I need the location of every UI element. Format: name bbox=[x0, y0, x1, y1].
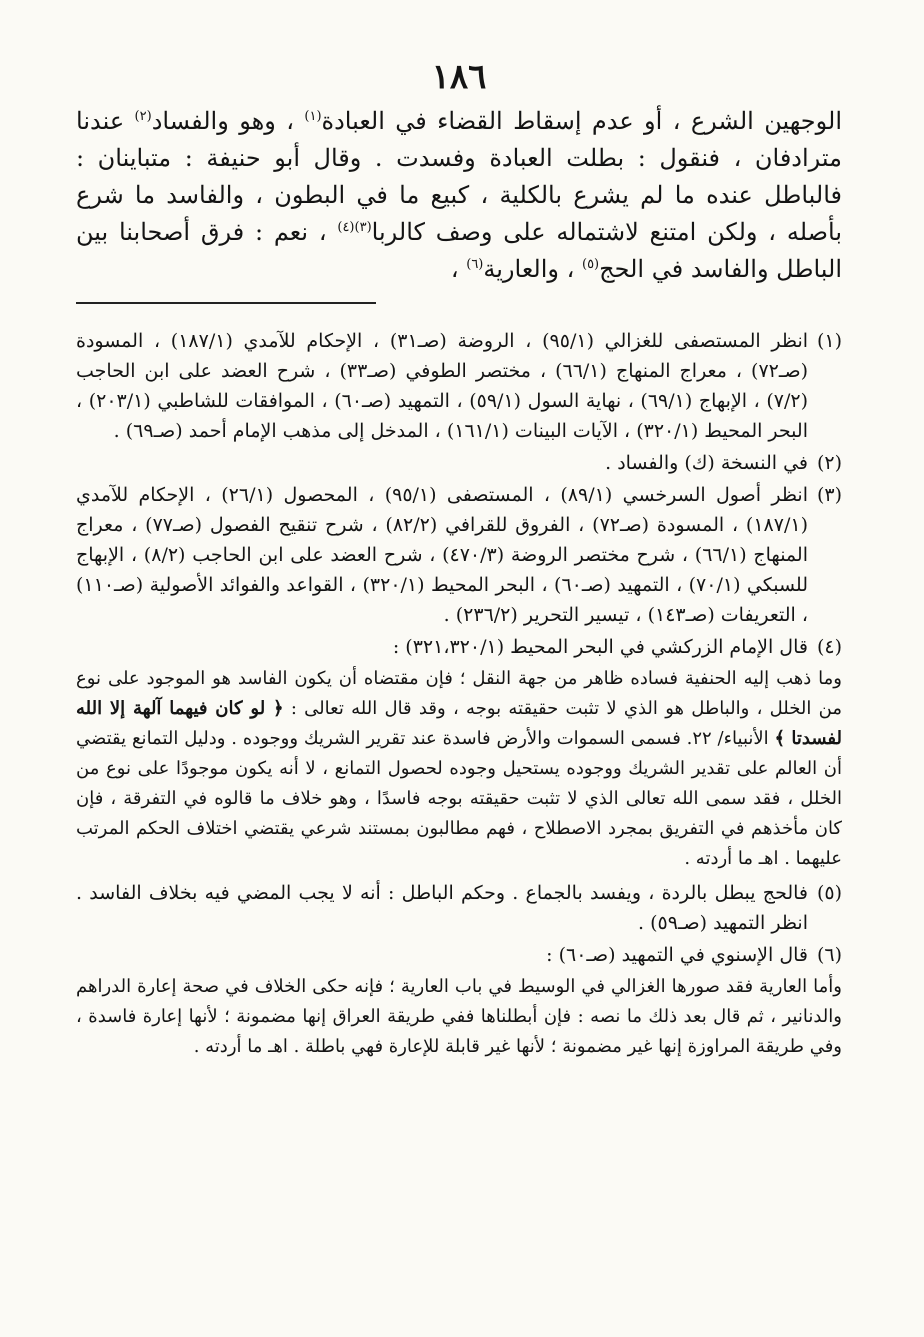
footnote-separator bbox=[76, 302, 376, 304]
main-text-segment: ، وهو والفساد bbox=[151, 107, 305, 135]
footnote-number: (٤) bbox=[816, 636, 842, 658]
main-text-segment: ، bbox=[450, 255, 467, 283]
footnote-1 bbox=[76, 326, 842, 446]
footnote-3 bbox=[76, 480, 842, 630]
footnote-marker: (٢) bbox=[134, 109, 152, 124]
footnote-number: (٦) bbox=[816, 944, 842, 966]
main-text bbox=[76, 103, 842, 288]
footnote-number: (٢) bbox=[816, 452, 842, 474]
footnote-number: (٣) bbox=[816, 484, 842, 506]
footnote-text: فالحج يبطل بالردة ، ويفسد بالجماع . وحكم الباطل : أنه لا يجب المضي فيه بخلاف الفاسد . انظر التمهيد (صـ٥٩) . bbox=[76, 882, 808, 934]
footnotes bbox=[76, 326, 842, 1062]
footnote-marker: (١) bbox=[304, 109, 322, 124]
footnote-2 bbox=[76, 448, 842, 478]
footnote-4-quote bbox=[76, 664, 842, 874]
main-text-segment: ، والعارية bbox=[483, 255, 582, 283]
footnote-text: انظر أصول السرخسي (٨٩/١) ، المستصفى (٩٥/١) ، المحصول (٢٦/١) ، الإحكام للآمدي (١٨٧/١) ، المسودة (صـ٧٢) ، الفروق للقرافي (٨٢/٢) ، شرح تنقيح الفصول (صـ٧٧) ، معراج المنهاج (٦٦/١) ، شرح مختصر الروضة (٤٧٠/٣) ، شرح العضد على ابن الحاجب (٨/٢) ، الإبهاج للسبكي (٧٠/١) ، التمهيد (صـ٦٠) ، البحر المحيط (٣٢٠/١) ، القواعد والفوائد الأصولية (صـ١١٠) ، التعريفات (صـ١٤٣) ، تيسير التحرير (٢٣٦/٢) . bbox=[76, 484, 809, 626]
page-number: ١٨٦ bbox=[431, 57, 487, 97]
footnote-4 bbox=[76, 632, 842, 662]
footnote-5 bbox=[76, 878, 842, 938]
quote-text: الأنبياء/ ٢٢. فسمى السموات والأرض فاسدة عند تقرير الشريك ووجوده . ودليل التمانع يقتضي أن العالم على تقدير الشريك ووجوده يستحيل وجوده لحصول التمانع ، لا أنه يكون موجودًا على نوع من الخلل ، فقد سمى الله تعالى الذي لا تثبت حقيقته بوجه فاسدًا ، وهو خلاف ما قالوه في التفرقة ، فإن كان مأخذهم في التفريق بمجرد الاصطلاح ، فهم مطالبون بمستند شرعي يقتضي اختلاف الحكم المرتب عليهما . اهـ ما أردته . bbox=[76, 728, 842, 869]
footnote-marker: (٣)(٤) bbox=[337, 220, 372, 235]
footnote-text: في النسخة (ك) والفساد . bbox=[605, 452, 808, 474]
footnote-6 bbox=[76, 940, 842, 970]
footnote-marker: (٦) bbox=[466, 257, 484, 272]
footnote-text: قال الإسنوي في التمهيد (صـ٦٠) : bbox=[546, 944, 808, 966]
quote-text: وما ذهب إليه الحنفية فساده ظاهر من جهة النقل ؛ فإن مقتضاه أن يكون الفاسد هو الموجود على نوع من الخلل ، والباطل هو الذي لا تثبت حقيقته بوجه ، وقد قال الله تعالى : bbox=[76, 668, 842, 719]
footnote-text: انظر المستصفى للغزالي (٩٥/١) ، الروضة (صـ٣١) ، الإحكام للآمدي (١٨٧/١) ، المسودة (صـ٧٢) ، معراج المنهاج (٦٦/١) ، مختصر الطوفي (صـ٣٣) ، شرح العضد على ابن الحاجب (٧/٢) ، الإبهاج (٦٩/١) ، نهاية السول (٥٩/١) ، التمهيد (صـ٦٠) ، الموافقات للشاطبي (٢٠٣/١) ، البحر المحيط (٣٢٠/١) ، الآيات البينات (١٦١/١) ، المدخل إلى مذهب الإمام أحمد (صـ٦٩) . bbox=[76, 330, 809, 442]
main-text-segment: ، نعم : فرق أصحابنا بين الباطل والفاسد في الحج bbox=[76, 218, 842, 283]
footnote-number: (٥) bbox=[816, 882, 842, 904]
quran-verse: ﴿ لو كان فيهما آلهة إلا الله لفسدتا ﴾ bbox=[76, 698, 842, 749]
main-paragraph bbox=[76, 103, 842, 288]
main-text-segment: الوجهين الشرع ، أو عدم إسقاط القضاء في العبادة bbox=[321, 107, 842, 135]
footnote-6-quote: وأما العارية فقد صورها الغزالي في الوسيط في باب العارية ؛ فإنه حكى الخلاف في صحة إعارة الدراهم والدنانير ، ثم قال بعد ذلك ما نصه : فإن أبطلناها ففي طريقة العراق إنها مضمونة ؛ لأنها إعارة فاسدة ، وفي طريقة المراوزة إنها غير مضمونة ؛ لأنها غير قابلة للإعارة فهي باطلة . اهـ ما أردته . bbox=[76, 976, 842, 1057]
footnote-text: قال الإمام الزركشي في البحر المحيط (٣٢١،٣٢٠/١) : bbox=[392, 636, 808, 658]
footnote-number: (١) bbox=[816, 330, 842, 352]
footnote-marker: (٥) bbox=[581, 257, 600, 272]
main-text-segment: عندنا مترادفان ، فنقول : بطلت العبادة وفسدت . وقال أبو حنيفة : متباينان : فالباطل عنده ما لم يشرع بالكلية ، كبيع ما في البطون ، والفاسد ما شرع بأصله ، ولكن امتنع لاشتماله على وصف كالربا bbox=[76, 107, 843, 246]
